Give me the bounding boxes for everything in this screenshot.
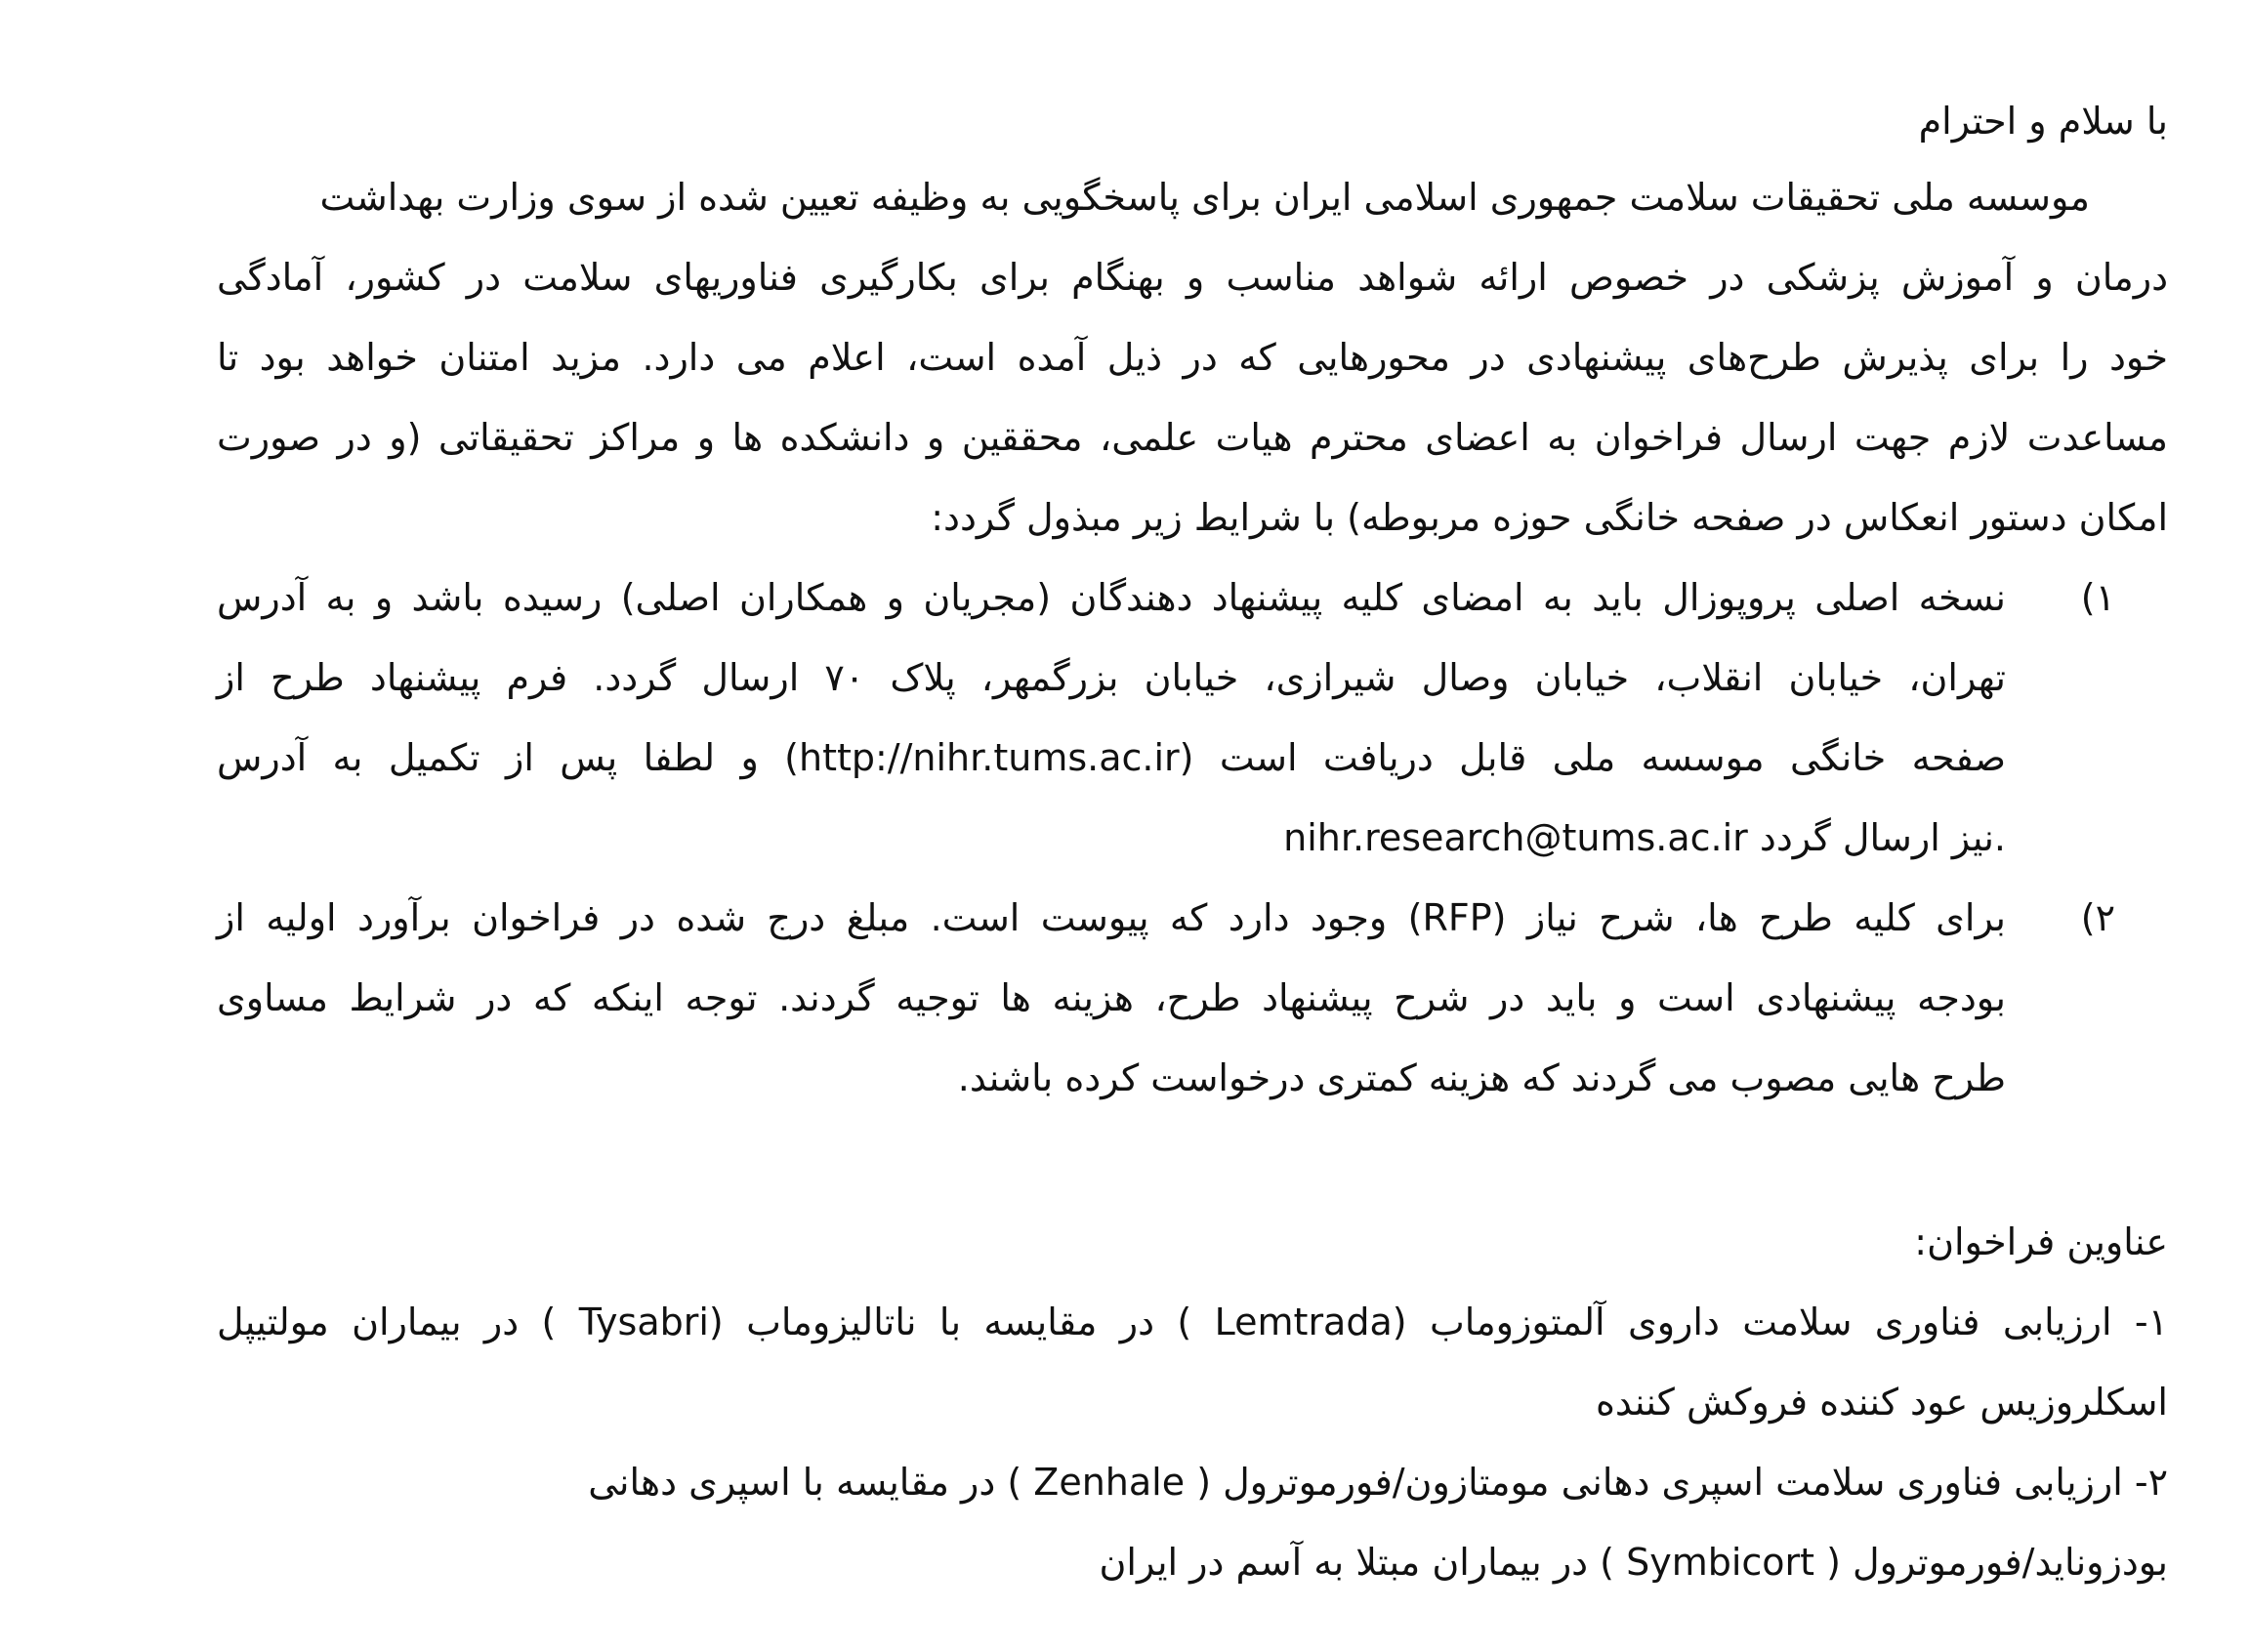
topics-heading: عناوین فراخوان:: [1914, 1220, 2168, 1263]
topic-1-line-2: اسکلروزیس عود کننده فروکش کننده: [1596, 1381, 2168, 1424]
topic-2-line-2: بودزوناید/فورموترول ( Symbicort ) در بیماران مبتلا به آسم در ایران: [1099, 1541, 2168, 1584]
condition-2-line-3: طرح هایی مصوب می گردند که هزینه کمتری درخواست کرده باشند.: [957, 1056, 2006, 1099]
intro-line-5: امکان دستور انعکاس در صفحه خانگی حوزه مربوطه) با شرایط زیر مبذول گردد:: [931, 496, 2168, 539]
topic-1-line-1: ۱- ارزیابی فناوری سلامت داروی آلمتوزوماب (Lemtrada ) در مقایسه با ناتالیزوماب (Tysabri ) در بیماران مولتیپل: [217, 1301, 2169, 1343]
condition-2-line-2: بودجه پیشنهادی است و باید در شرح پیشنهاد طرح، هزینه ها توجیه گردند. توجه اینکه که در شرایط مساوی: [217, 976, 2006, 1019]
topic-2-line-1: ۲- ارزیابی فناوری سلامت اسپری دهانی مومتازون/فورموترول ( Zenhale ) در مقایسه با اسپری دهانی: [588, 1461, 2168, 1504]
intro-line-2: درمان و آموزش پزشکی در خصوص ارائه شواهد مناسب و بهنگام برای بکارگیری فناوریهای سلامت در کشور، آمادگی: [217, 256, 2168, 299]
intro-line-4: مساعدت لازم جهت ارسال فراخوان به اعضای محترم هیات علمی، محققین و دانشکده ها و مراکز تحقیقاتی (و در صورت: [217, 416, 2168, 459]
condition-1-line-4: nihr.research@tums.ac.ir نیز ارسال گردد.: [1283, 816, 2006, 859]
condition-2-marker: ۲): [2080, 896, 2115, 939]
intro-line-3: خود را برای پذیرش طرح‌های پیشنهادی در محورهایی که در ذیل آمده است، اعلام می دارد. مزید امتنان خواهد بود تا: [217, 336, 2168, 379]
condition-1-line-3: صفحه خانگی موسسه ملی قابل دریافت است (http://nihr.tums.ac.ir) و لطفا پس از تکمیل به آدرس: [217, 736, 2006, 779]
intro-line-1: موسسه ملی تحقیقات سلامت جمهوری اسلامی ایران برای پاسخگویی به وظیفه تعیین شده از سوی وزارت بهداشت: [319, 176, 2090, 219]
condition-1-line-2: تهران، خیابان انقلاب، خیابان وصال شیرازی، خیابان بزرگمهر، پلاک ۷۰ ارسال گردد. فرم پیشنهاد طرح از: [217, 656, 2007, 699]
greeting: با سلام و احترام: [1918, 100, 2168, 143]
condition-2-line-1: برای کلیه طرح ها، شرح نیاز (RFP) وجود دارد که پیوست است. مبلغ درج شده در فراخوان برآورد اولیه از: [217, 896, 2006, 939]
condition-1-marker: ۱): [2080, 576, 2115, 619]
condition-1-line-1: نسخه اصلی پروپوزال باید به امضای کلیه پیشنهاد دهندگان (مجریان و همکاران اصلی) رسیده باشد و به آدرس: [217, 576, 2006, 619]
